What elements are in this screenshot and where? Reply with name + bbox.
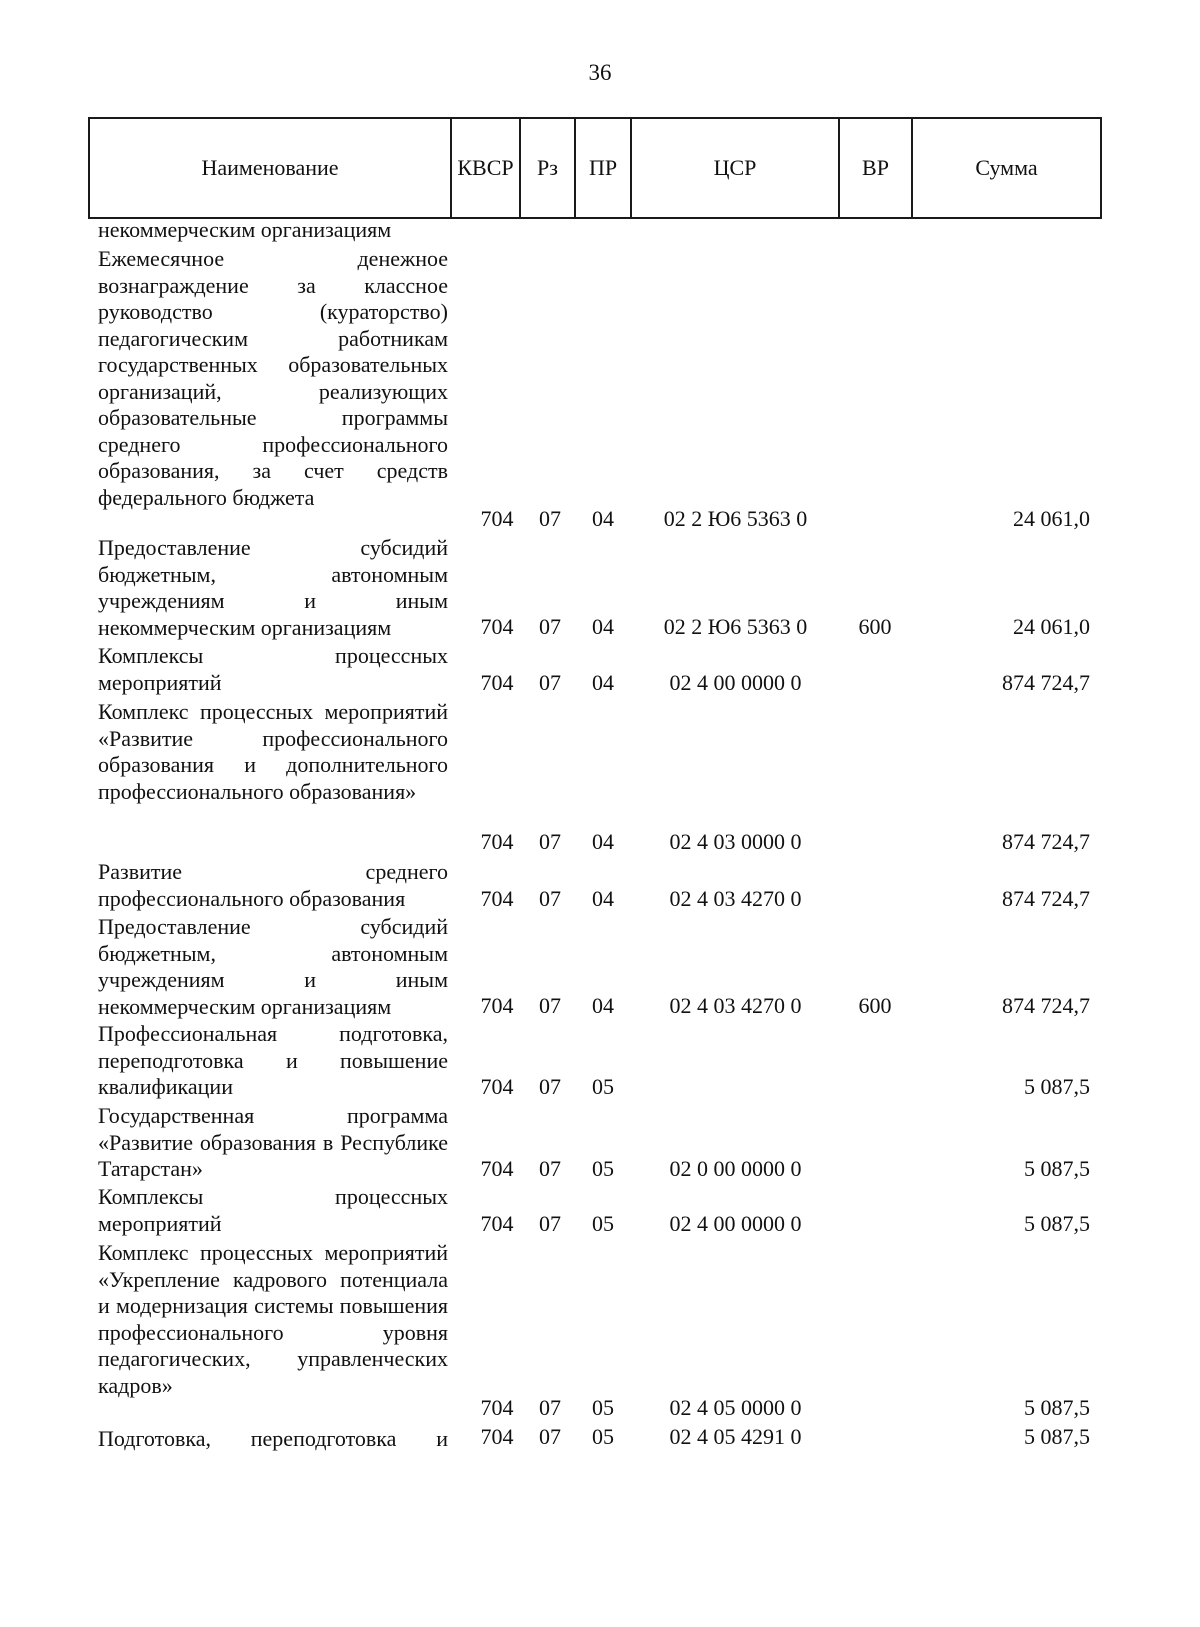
row-name: Предоставление субсидий бюджетным, автономным учреждениям и иным некоммерческим организациям	[98, 914, 448, 1019]
row-sum: 5 087,5	[1024, 1211, 1090, 1236]
row-kvsr: 704	[480, 886, 514, 911]
row-name: Комплексы процессных мероприятий	[98, 1184, 448, 1236]
row-csr: 02 4 03 4270 0	[669, 886, 802, 911]
row-rz: 07	[539, 993, 561, 1018]
row-sum: 5 087,5	[1024, 1395, 1090, 1420]
row-pr: 04	[592, 829, 614, 854]
header-rz: Рз	[520, 118, 575, 218]
header-vr: ВР	[839, 118, 912, 218]
table-header	[88, 117, 1102, 219]
header-pr: ПР	[575, 118, 631, 218]
row-name: некоммерческим организациям	[98, 217, 392, 242]
row-pr: 04	[592, 614, 614, 639]
row-kvsr: 704	[480, 614, 514, 639]
row-csr: 02 2 Ю6 5363 0	[663, 506, 808, 531]
row-name: Подготовка, переподготовка и	[98, 1426, 448, 1451]
row-pr: 05	[592, 1074, 614, 1099]
row-pr: 05	[592, 1395, 614, 1420]
row-csr: 02 4 05 0000 0	[669, 1395, 802, 1420]
row-csr: 02 4 03 0000 0	[669, 829, 802, 854]
row-sum: 874 724,7	[1002, 993, 1090, 1018]
row-rz: 07	[539, 506, 561, 531]
row-sum: 874 724,7	[1002, 670, 1090, 695]
row-kvsr: 704	[480, 1074, 514, 1099]
row-csr: 02 4 00 0000 0	[669, 1211, 802, 1236]
row-sum: 24 061,0	[1013, 614, 1090, 639]
row-kvsr: 704	[480, 1211, 514, 1236]
row-sum: 24 061,0	[1013, 506, 1090, 531]
row-pr: 04	[592, 670, 614, 695]
row-csr: 02 4 05 4291 0	[669, 1424, 802, 1449]
row-kvsr: 704	[480, 1395, 514, 1420]
row-sum: 874 724,7	[1002, 829, 1090, 854]
header-kvsr: КВСР	[451, 118, 520, 218]
row-pr: 04	[592, 506, 614, 531]
row-rz: 07	[539, 670, 561, 695]
row-kvsr: 704	[480, 506, 514, 531]
row-rz: 07	[539, 829, 561, 854]
row-sum: 874 724,7	[1002, 886, 1090, 911]
row-sum: 5 087,5	[1024, 1156, 1090, 1181]
row-name: Государственная программа «Развитие образования в Республике Татарстан»	[98, 1103, 448, 1181]
header-sum: Сумма	[912, 118, 1101, 218]
row-pr: 04	[592, 993, 614, 1018]
row-csr: 02 0 00 0000 0	[669, 1156, 802, 1181]
row-rz: 07	[539, 1395, 561, 1420]
header-name: Наименование	[89, 118, 451, 218]
row-kvsr: 704	[480, 993, 514, 1018]
row-pr: 04	[592, 886, 614, 911]
header-csr: ЦСР	[631, 118, 839, 218]
row-sum: 5 087,5	[1024, 1074, 1090, 1099]
row-name: Профессиональная подготовка, переподготовка и повышение квалификации	[98, 1021, 448, 1099]
row-csr: 02 2 Ю6 5363 0	[663, 614, 808, 639]
row-kvsr: 704	[480, 670, 514, 695]
row-csr: 02 4 03 4270 0	[669, 993, 802, 1018]
row-rz: 07	[539, 886, 561, 911]
row-name: Комплекс процессных мероприятий «Развитие профессионального образования и дополнительного профессионального образования»	[98, 699, 448, 804]
row-sum: 5 087,5	[1024, 1424, 1090, 1449]
row-pr: 05	[592, 1424, 614, 1449]
row-name: Ежемесячное денежное вознаграждение за классное руководство (кураторство) педагогическим работникам государственных образовательных организаций, реализующих образовательные программы среднего профессионального образования, за счет средств федерального бюджета	[98, 246, 448, 510]
row-pr: 05	[592, 1211, 614, 1236]
row-name: Комплекс процессных мероприятий «Укрепление кадрового потенциала и модернизация системы повышения профессионального уровня педагогических, управленческих кадров»	[98, 1240, 448, 1398]
row-name: Развитие среднего профессионального образования	[98, 859, 448, 911]
row-pr: 05	[592, 1156, 614, 1181]
row-rz: 07	[539, 1156, 561, 1181]
row-rz: 07	[539, 1074, 561, 1099]
page-number: 36	[588, 60, 612, 85]
row-kvsr: 704	[480, 1424, 514, 1449]
row-rz: 07	[539, 1211, 561, 1236]
row-rz: 07	[539, 1424, 561, 1449]
row-name: Предоставление субсидий бюджетным, автономным учреждениям и иным некоммерческим организациям	[98, 535, 448, 640]
row-kvsr: 704	[480, 1156, 514, 1181]
row-vr: 600	[858, 993, 892, 1018]
row-name: Комплексы процессных мероприятий	[98, 643, 448, 695]
row-kvsr: 704	[480, 829, 514, 854]
row-csr: 02 4 00 0000 0	[669, 670, 802, 695]
row-vr: 600	[858, 614, 892, 639]
row-rz: 07	[539, 614, 561, 639]
